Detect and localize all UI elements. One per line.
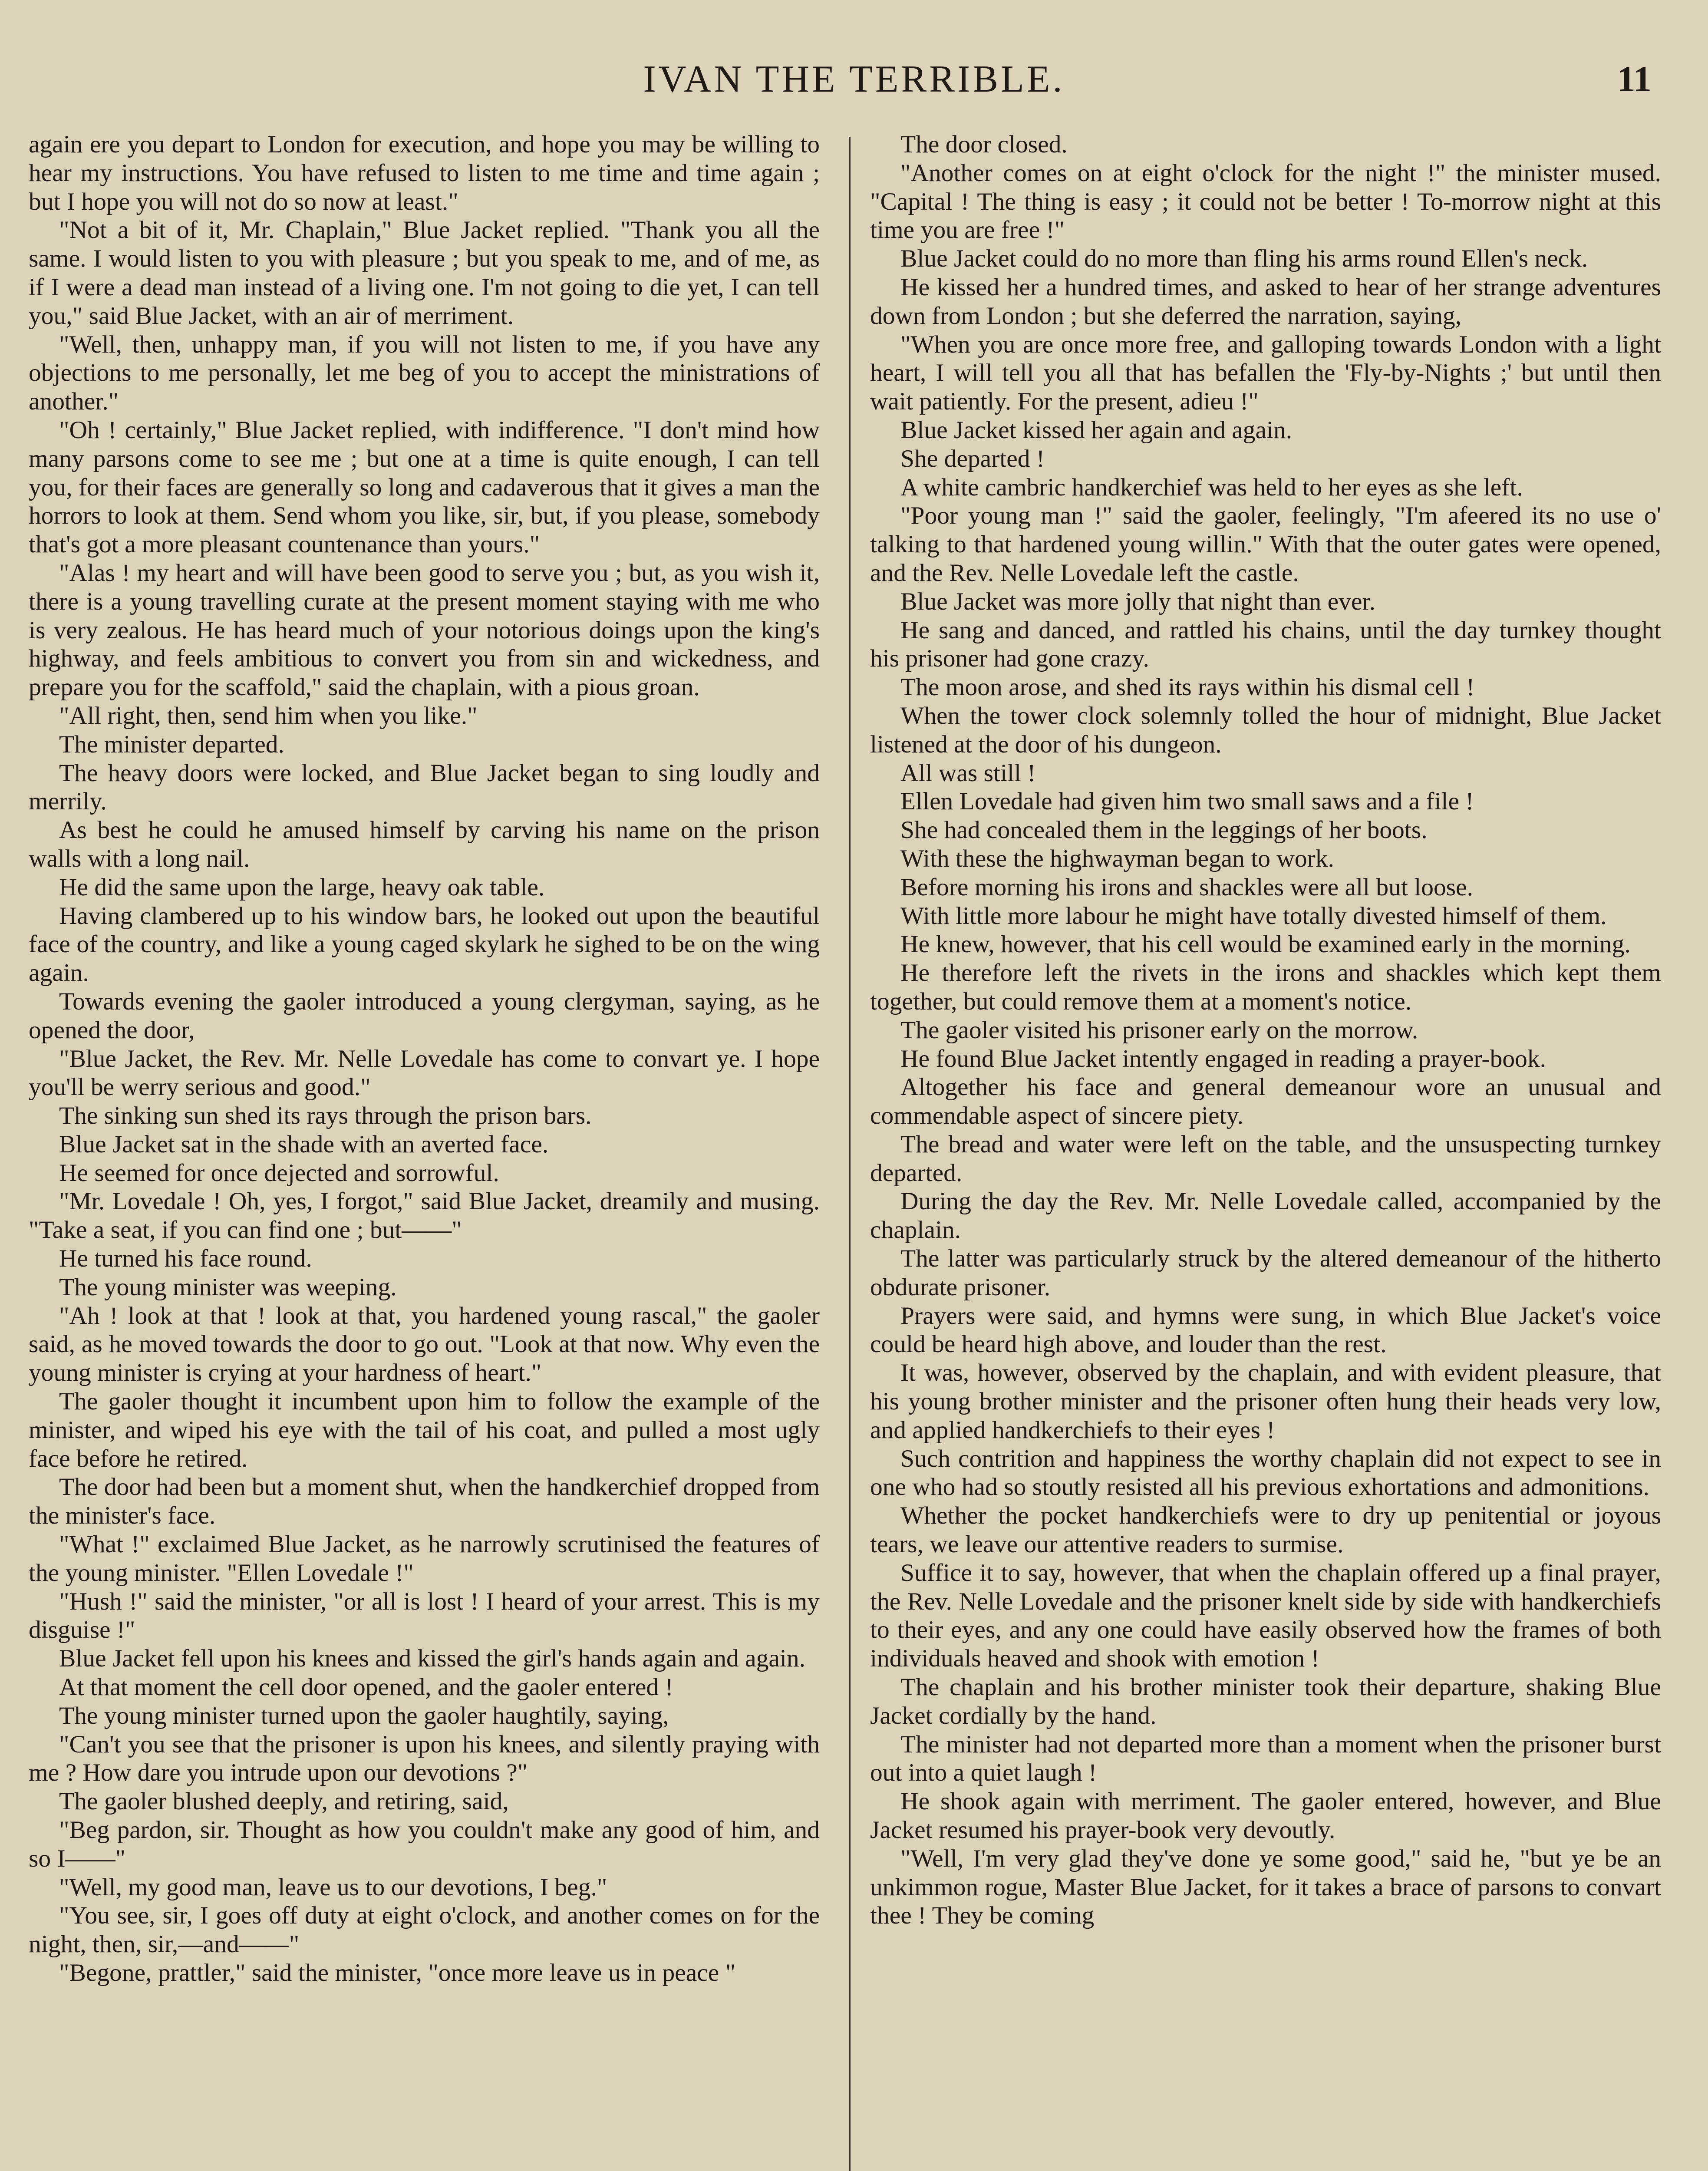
paragraph: The gaoler visited his prisoner early on the morrow. [900, 1016, 1418, 1044]
paragraph: He therefore left the rivets in the irons and shackles which kept them together, but could remove them at a moment's notice. [870, 959, 1661, 1015]
paragraph: It was, however, observed by the chaplain, and with evident pleasure, that his young brother minister and the prisoner often hung their heads very low, and applied handkerchiefs to their eyes ! [870, 1359, 1661, 1444]
paragraph: Before morning his irons and shackles were all but loose. [900, 873, 1473, 901]
paragraph: Suffice it to say, however, that when the chaplain offered up a final prayer, the Rev. Nelle Lovedale and the prisoner knelt side by side with handkerchiefs to their eyes, and any one could have easily observed how the frames of both individuals heaved and shook with emotion ! [870, 1559, 1661, 1673]
paragraph: "Alas ! my heart and will have been good to serve you ; but, as you wish it, there is a young travelling curate at the present moment staying with me who is very zealous. He has heard much of your notorious doings upon the king's highway, and feels ambitious to convert you from sin and wickedness, and prepare you for the scaffold," said the chaplain, with a pious groan. [29, 559, 820, 701]
paragraph: The sinking sun shed its rays through the prison bars. [59, 1102, 592, 1130]
paragraph: During the day the Rev. Mr. Nelle Lovedale called, accompanied by the chaplain. [870, 1188, 1661, 1244]
paragraph: He turned his face round. [59, 1245, 312, 1273]
paragraph: "Blue Jacket, the Rev. Mr. Nelle Lovedale has come to convart ye. I hope you'll be werry serious and good." [29, 1045, 820, 1101]
paragraph: "What !" exclaimed Blue Jacket, as he narrowly scrutinised the features of the young minister. "Ellen Lovedale !" [29, 1531, 820, 1587]
paragraph: "When you are once more free, and galloping towards London with a light heart, I will tell you all that has befallen the 'Fly-by-Nights ;' but until then wait patiently. For the present, adieu !" [870, 330, 1661, 416]
paragraph: The bread and water were left on the table, and the unsuspecting turnkey departed. [870, 1130, 1661, 1187]
paragraph: The young minister turned upon the gaoler haughtily, saying, [59, 1702, 669, 1729]
paragraph: As best he could he amused himself by carving his name on the prison walls with a long nail. [29, 816, 820, 872]
paragraph: Towards evening the gaoler introduced a young clergyman, saying, as he opened the door, [29, 987, 820, 1044]
paragraph: Blue Jacket kissed her again and again. [900, 416, 1293, 444]
paragraph: He seemed for once dejected and sorrowful. [59, 1159, 499, 1187]
paragraph: The latter was particularly struck by the altered demeanour of the hitherto obdurate prisoner. [870, 1245, 1661, 1301]
paragraph: Blue Jacket fell upon his knees and kissed the girl's hands again and again. [59, 1645, 805, 1673]
paragraph: He kissed her a hundred times, and asked to hear of her strange adventures down from London ; but she deferred the narration, saying, [870, 273, 1661, 330]
paragraph: The minister departed. [59, 730, 284, 758]
running-title: IVAN THE TERRIBLE. [643, 58, 1065, 100]
paragraph: The young minister was weeping. [59, 1273, 397, 1301]
paragraph: Altogether his face and general demeanour wore an unusual and commendable aspect of sincere piety. [870, 1073, 1661, 1130]
paragraph: "Ah ! look at that ! look at that, you hardened young rascal," the gaoler said, as he moved towards the door to go out. "Look at that now. Why even the young minister is crying at your hardness of heart." [29, 1302, 820, 1387]
paragraph: "Beg pardon, sir. Thought as how you couldn't make any good of him, and so I——" [29, 1816, 820, 1872]
paragraph: "Well, I'm very glad they've done ye some good," said he, "but ye be an unkimmon rogue, Master Blue Jacket, for it takes a brace of parsons to convart thee ! They be coming [870, 1844, 1661, 1930]
paragraph: again ere you depart to London for execution, and hope you may be willing to hear my instructions. You have refused to listen to me time and time again ; but I hope you will not do so now at least." [29, 131, 820, 215]
paragraph: When the tower clock solemnly tolled the hour of midnight, Blue Jacket listened at the door of his dungeon. [870, 702, 1661, 758]
paragraph: The door closed. [900, 131, 1068, 158]
paragraph: Blue Jacket was more jolly that night than ever. [900, 587, 1375, 615]
paragraph: All was still ! [900, 759, 1036, 787]
paragraph: Blue Jacket sat in the shade with an averted face. [59, 1130, 549, 1158]
paragraph: He sang and danced, and rattled his chains, until the day turnkey thought his prisoner had gone crazy. [870, 616, 1661, 673]
paragraph: Having clambered up to his window bars, he looked out upon the beautiful face of the country, and like a young caged skylark he sighed to be on the wing again. [29, 902, 820, 987]
paragraph: Ellen Lovedale had given him two small saws and a file ! [900, 788, 1474, 815]
paragraph: The minister had not departed more than a moment when the prisoner burst out into a quiet laugh ! [870, 1730, 1661, 1787]
paragraph: "Well, then, unhappy man, if you will not listen to me, if you have any objections to me personally, let me beg of you to accept the ministrations of another." [29, 330, 820, 416]
paragraph: With these the highwayman began to work. [900, 845, 1334, 872]
paragraph: Blue Jacket could do no more than fling his arms round Ellen's neck. [900, 245, 1588, 273]
paragraph: "Begone, prattler," said the minister, "once more leave us in peace " [59, 1959, 736, 1986]
page-header [30, 51, 1678, 108]
paragraph: He shook again with merriment. The gaoler entered, however, and Blue Jacket resumed his prayer-book very devoutly. [870, 1788, 1661, 1844]
paragraph: The moon arose, and shed its rays within his dismal cell ! [900, 673, 1475, 701]
paragraph: "Oh ! certainly," Blue Jacket replied, with indifference. "I don't mind how many parsons come to see me ; but one at a time is quite enough, I can tell you, for their faces are generally so long and cadaverous that it gives a man the horrors to look at them. Send whom you like, sir, but, if you please, somebody that's got a more pleasant countenance than yours." [29, 416, 820, 558]
paragraph: "Another comes on at eight o'clock for the night !" the minister mused. "Capital ! The thing is easy ; it could not be better ! To-morrow night at this time you are free !" [870, 159, 1661, 244]
paragraph: "Mr. Lovedale ! Oh, yes, I forgot," said Blue Jacket, dreamily and musing. "Take a seat, if you can find one ; but——" [29, 1188, 820, 1244]
paragraph: He knew, however, that his cell would be examined early in the morning. [900, 930, 1631, 958]
paragraph: She had concealed them in the leggings of her boots. [900, 816, 1428, 844]
paragraph: She departed ! [900, 445, 1045, 472]
paragraph: "You see, sir, I goes off duty at eight o'clock, and another comes on for the night, then, sir,—and——" [29, 1902, 820, 1958]
paragraph: "Hush !" said the minister, "or all is lost ! I heard of your arrest. This is my disguise !" [29, 1587, 820, 1644]
paragraph: At that moment the cell door opened, and the gaoler entered ! [59, 1673, 673, 1701]
paragraph: A white cambric handkerchief was held to her eyes as she left. [900, 473, 1523, 501]
paragraph: Prayers were said, and hymns were sung, in which Blue Jacket's voice could be heard high above, and louder than the rest. [870, 1302, 1661, 1358]
paragraph: "All right, then, send him when you like." [59, 702, 478, 729]
paragraph: "Poor young man !" said the gaoler, feelingly, "I'm afeered its no use o' talking to that hardened young willin." With that the outer gates were opened, and the Rev. Nelle Lovedale left the castle. [870, 502, 1661, 587]
paragraph: The gaoler thought it incumbent upon him to follow the example of the minister, and wiped his eye with the tail of his coat, and pulled a most ugly face before he retired. [29, 1388, 820, 1472]
paragraph: The heavy doors were locked, and Blue Jacket began to sing loudly and merrily. [29, 759, 820, 815]
column-divider [849, 137, 851, 2171]
left-column [29, 130, 820, 2171]
paragraph: The chaplain and his brother minister took their departure, shaking Blue Jacket cordially by the hand. [870, 1673, 1661, 1729]
paragraph: He did the same upon the large, heavy oak table. [59, 873, 545, 901]
paragraph: Whether the pocket handkerchiefs were to dry up penitential or joyous tears, we leave our attentive readers to surmise. [870, 1502, 1661, 1558]
paragraph: Such contrition and happiness the worthy chaplain did not expect to see in one who had so stoutly resisted all his previous exhortations and admonitions. [870, 1445, 1661, 1501]
paragraph: "Well, my good man, leave us to our devotions, I beg." [59, 1873, 607, 1901]
paragraph: "Can't you see that the prisoner is upon his knees, and silently praying with me ? How dare you intrude upon our devotions ?" [29, 1730, 820, 1787]
paragraph: He found Blue Jacket intently engaged in reading a prayer-book. [900, 1045, 1546, 1072]
paragraph: The door had been but a moment shut, when the handkerchief dropped from the minister's face. [29, 1473, 820, 1530]
paragraph: The gaoler blushed deeply, and retiring, said, [59, 1788, 509, 1815]
paragraph: "Not a bit of it, Mr. Chaplain," Blue Jacket replied. "Thank you all the same. I would listen to you with pleasure ; but you speak to me, and of me, as if I were a dead man instead of a living one. I'm not going to die yet, I can tell you," said Blue Jacket, with an air of merriment. [29, 216, 820, 330]
right-column [870, 130, 1661, 2171]
page-number: 11 [1617, 59, 1652, 99]
paragraph: With little more labour he might have totally divested himself of them. [900, 902, 1607, 930]
